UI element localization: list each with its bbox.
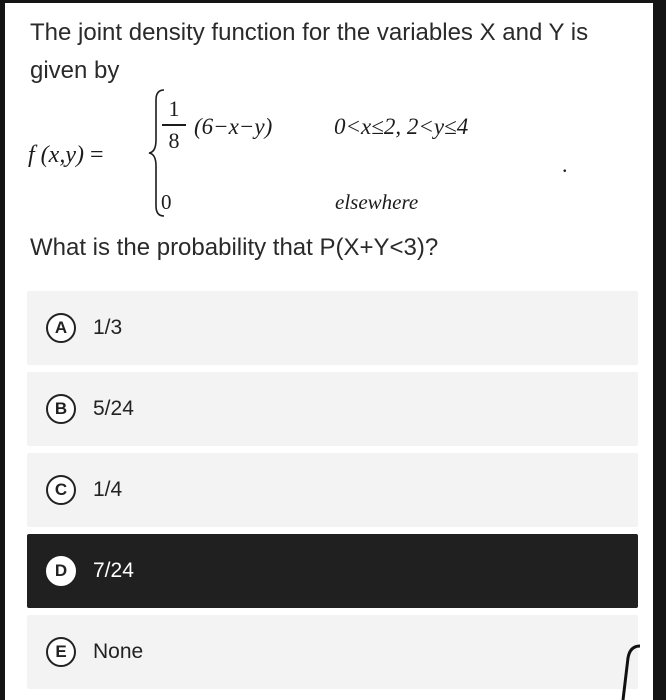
question-text: The joint density function for the variables X and Y is given by bbox=[30, 19, 589, 84]
density-expression: (6−x−y) bbox=[194, 114, 273, 139]
option-a[interactable] bbox=[27, 291, 638, 365]
fraction-bar bbox=[162, 124, 186, 126]
domain-condition: 0<x≤2, 2<y≤4 bbox=[334, 114, 469, 139]
option-text: None bbox=[93, 640, 144, 663]
option-text: 5/24 bbox=[93, 397, 134, 420]
function-name: f (x,y) bbox=[28, 142, 90, 168]
option-letter-badge: A bbox=[46, 313, 76, 343]
fraction-numerator: 1 bbox=[168, 96, 180, 121]
option-text: 1/3 bbox=[93, 316, 123, 339]
option-letter-badge: E bbox=[46, 637, 76, 667]
option-letter-badge: D bbox=[46, 556, 76, 586]
cursor-icon bbox=[612, 644, 642, 700]
equals-sign: = bbox=[89, 142, 104, 168]
otherwise-case: elsewhere bbox=[335, 190, 419, 214]
option-b[interactable] bbox=[27, 372, 638, 446]
option-text: 7/24 bbox=[93, 559, 134, 582]
option-c[interactable] bbox=[27, 453, 638, 527]
option-letter-badge: B bbox=[46, 394, 76, 424]
question-prompt: What is the probability that P(X+Y<3)? bbox=[30, 234, 439, 261]
photo-frame-right bbox=[653, 0, 666, 700]
option-e[interactable] bbox=[27, 615, 638, 689]
option-d[interactable] bbox=[27, 534, 638, 608]
option-text: 1/4 bbox=[93, 478, 123, 501]
photo-frame-left bbox=[0, 0, 5, 700]
density-formula bbox=[28, 94, 628, 222]
photo-frame-top bbox=[0, 0, 666, 3]
formula-period: . bbox=[562, 152, 568, 177]
zero-case: 0 bbox=[161, 190, 172, 214]
fraction-denominator: 8 bbox=[168, 128, 180, 153]
fraction bbox=[162, 96, 186, 154]
option-letter-badge: C bbox=[46, 475, 76, 505]
formula-lhs bbox=[28, 142, 104, 169]
